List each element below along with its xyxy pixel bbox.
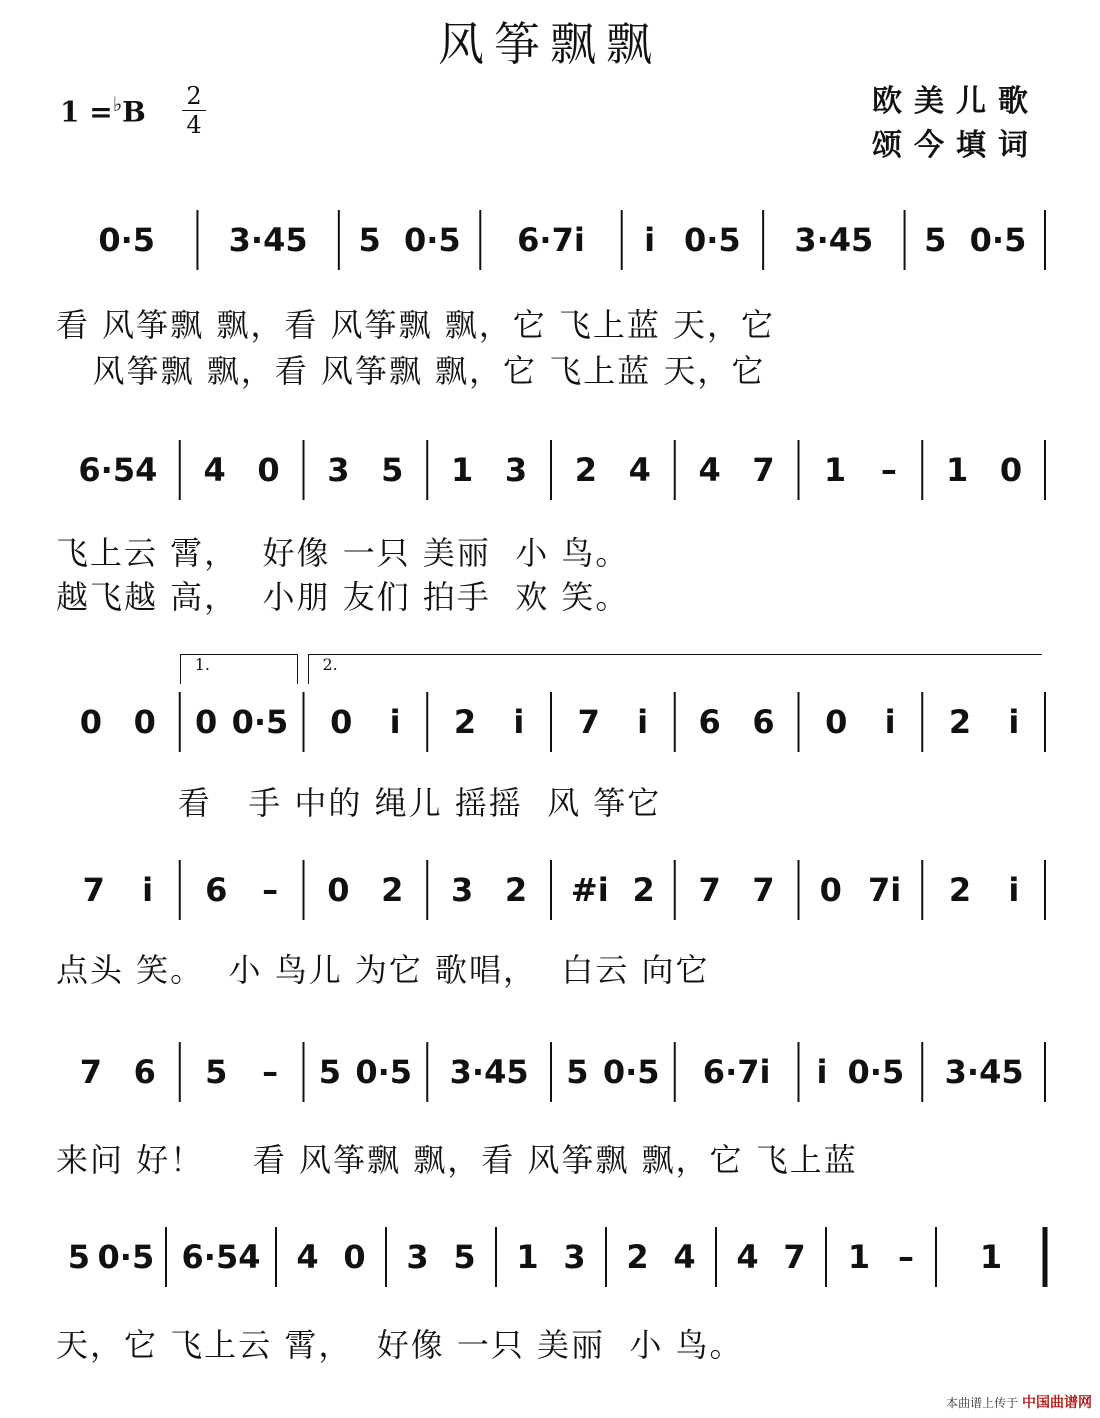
note: 2 [504,871,528,909]
note: 5 [924,221,947,259]
lyric-line: 风筝飘 飘，看 风筝飘 飘，它 飞上蓝 天，它 [56,352,766,390]
note: 4 [698,451,721,489]
note: 6 [698,703,721,741]
note: 3·45 [944,1053,1024,1091]
note: – [898,1238,915,1276]
note: 5 [566,1053,589,1091]
note: 6 [133,1053,156,1091]
lyric-line: 来问 好！ 看 风筝飘 飘，看 风筝飘 飘，它 飞上蓝 [56,1141,858,1179]
note: i [389,703,401,741]
note: 3 [504,451,528,489]
note: 6·54 [181,1238,261,1276]
note: 0 [330,703,353,741]
note: 1 [979,1238,1003,1276]
note: 6·7i [517,221,585,259]
music-line-4 [56,858,1046,922]
site-logo: 中国曲谱网 [1022,1395,1092,1411]
note: 0 [819,871,842,909]
note: 6·7i [702,1053,771,1091]
note: 0 [343,1238,366,1276]
time-denominator: 4 [186,111,202,139]
note: 2 [626,1238,649,1276]
note: 0·5 [403,221,461,259]
note: 2 [632,871,655,909]
note: 6 [205,871,228,909]
lyric-line: 天，它 飞上云 霄， 好像 一只 美丽 小 鸟。 [56,1326,744,1364]
note: 5 [453,1238,476,1276]
lyric-line: 看 手 中的 绳儿 摇摇 风 筝它 [56,784,662,822]
note: #i [570,871,609,909]
note: 7 [577,703,600,741]
flat-sign: ♭ [112,92,123,116]
note: 0·5 [231,703,289,741]
bar-lines [56,208,1046,272]
note: 0·5 [602,1053,660,1091]
note: 3·45 [228,221,308,259]
note: 7 [783,1238,806,1276]
lyricist-credit: 颂今填词 [872,128,1040,163]
note: 7 [752,451,775,489]
note: 7 [752,871,775,909]
note: 3 [451,871,474,909]
note: 0 [133,703,156,741]
key-tonic: B [122,95,146,129]
note: 2 [948,703,972,741]
footer-text: 本曲谱上传于 [946,1396,1019,1410]
note: 1 [451,451,474,489]
note: 0 [79,703,103,741]
music-line-3 [56,655,1046,754]
music-line-5 [56,1040,1046,1104]
bar-lines [56,1225,1046,1289]
note: – [262,1053,279,1091]
bar-lines [56,858,1046,922]
note: – [880,451,897,489]
note: 1 [847,1238,871,1276]
note: – [262,871,279,909]
note: 2 [381,871,404,909]
note: 0·5 [97,1238,155,1276]
key-prefix: 1 = [60,95,113,129]
note: i [142,871,154,909]
note: 3 [406,1238,429,1276]
note: 4 [673,1238,696,1276]
song-title: 风筝飘飘 [438,17,662,71]
lyric-line: 看 风筝飘 飘，看 风筝飘 飘，它 飞上蓝 天，它 [56,306,776,344]
note: 3·45 [794,221,874,259]
note: i [884,703,896,741]
note: 2 [574,451,598,489]
time-numerator: 2 [186,82,202,110]
volta-first-ending: 1. [180,654,298,684]
note: 5 [205,1053,228,1091]
note: 7 [82,871,105,909]
note: 5 [358,221,381,259]
note: 6 [752,703,775,741]
music-line-6 [56,1225,1046,1289]
note: 0·5 [355,1053,413,1091]
note: 3 [563,1238,586,1276]
note: 0·5 [969,221,1027,259]
note: i [513,703,525,741]
note: 2 [948,871,972,909]
note: 7 [698,871,721,909]
note: i [637,703,649,741]
note: 1 [823,451,847,489]
note: 7 [79,1053,103,1091]
note: i [1008,871,1020,909]
note: i [1008,703,1020,741]
bar-lines [56,690,1046,754]
note: 5 [318,1053,341,1091]
music-line-1 [56,208,1046,272]
note: 7i [867,871,902,909]
note: i [644,221,656,259]
note: 0·5 [847,1053,905,1091]
note: 0 [999,451,1023,489]
lyric-line: 越飞越 高， 小朋 友们 拍手 欢 笑。 [56,578,630,616]
note: 0·5 [683,221,741,259]
time-signature [182,84,206,137]
note: 4 [736,1238,759,1276]
note: 5 [381,451,404,489]
lyric-line: 飞上云 霄， 好像 一只 美丽 小 鸟。 [56,534,630,572]
note: 5 [67,1238,91,1276]
note: 0 [194,703,218,741]
note: 6·54 [78,451,158,489]
note: 4 [628,451,651,489]
note: 0 [257,451,280,489]
note: 4 [203,451,226,489]
note: 4 [296,1238,319,1276]
note: 3 [327,451,350,489]
composer-credit: 欧美儿歌 [872,84,1040,119]
note: 0 [327,871,350,909]
note: 1 [946,451,969,489]
note: 0·5 [98,221,156,259]
bar-lines [56,1040,1046,1104]
note: 2 [453,703,477,741]
note: i [816,1053,828,1091]
lyric-line: 点头 笑。 小 鸟儿 为它 歌唱， 白云 向它 [56,951,710,989]
volta-second-ending: 2. [308,654,1043,684]
key-signature [60,92,146,128]
upload-footer [946,1392,1092,1412]
music-line-2 [56,438,1046,502]
note: 3·45 [449,1053,529,1091]
note: 1 [516,1238,539,1276]
bar-lines [56,438,1046,502]
note: 0 [825,703,848,741]
